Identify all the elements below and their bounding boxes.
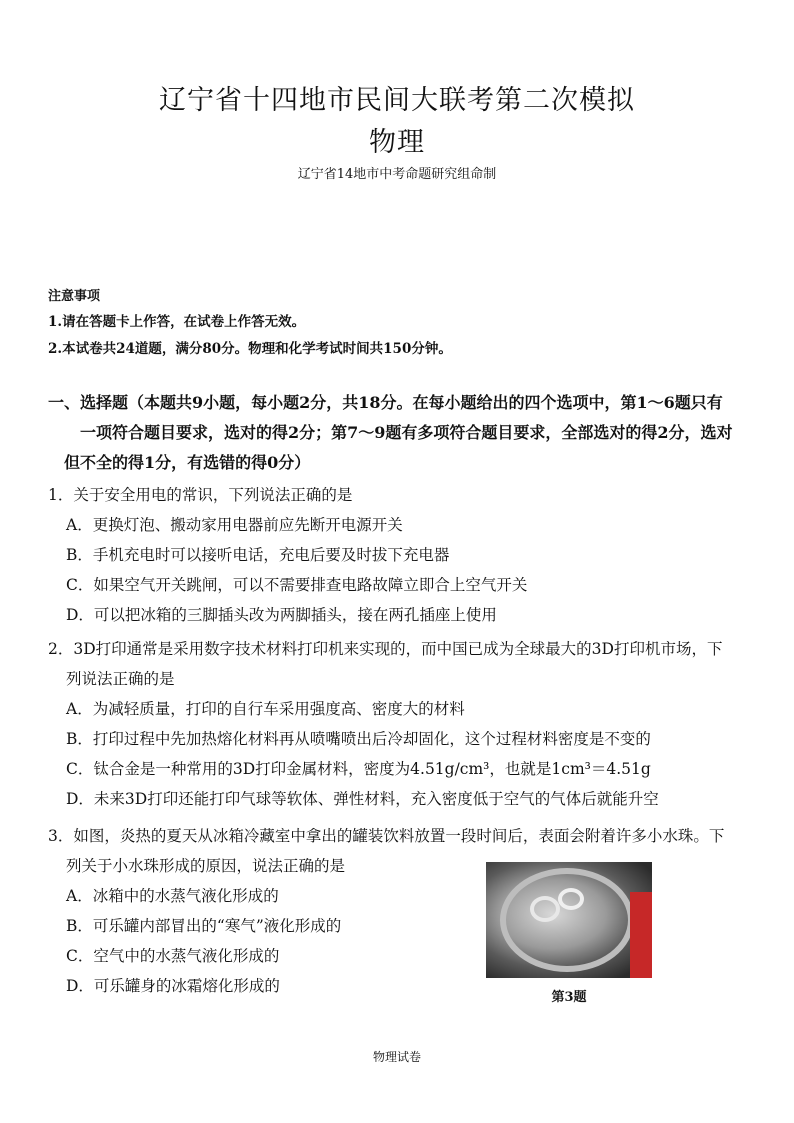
section-line: 一、选择题（本题共9小题，每小题2分，共18分。在每小题给出的四个选项中，第1～6题只有 [48, 393, 723, 412]
question-1 [48, 480, 760, 630]
section-line: 但不全的得1分，有选错的得0分） [64, 453, 311, 472]
pull-tab-ring [530, 896, 560, 922]
option-a: A．为减轻质量，打印的自行车采用强度高、密度大的材料 [66, 700, 465, 718]
question-stem: 1．关于安全用电的常识，下列说法正确的是 [48, 486, 353, 504]
option-a: A．更换灯泡、搬动家用电器前应先断开电源开关 [66, 516, 403, 534]
exam-subject: 物理 [369, 127, 425, 158]
section-heading [48, 388, 760, 478]
option-c: C．空气中的水蒸气液化形成的 [66, 947, 280, 965]
question-stem-cont: 列说法正确的是 [66, 670, 175, 688]
can-photo [486, 862, 652, 978]
option-b: B．手机充电时可以接听电话，充电后要及时拔下充电器 [66, 546, 450, 564]
can-rim [500, 868, 634, 972]
option-c: C．如果空气开关跳闸，可以不需要排查电路故障立即合上空气开关 [66, 576, 528, 594]
option-b: B．打印过程中先加热熔化材料再从喷嘴喷出后冷却固化，这个过程材料密度是不变的 [66, 730, 651, 748]
page-footer: 物理试卷 [372, 1050, 421, 1064]
question-2 [48, 634, 760, 814]
section-line: 一项符合题目要求，选对的得2分；第7～9题有多项符合题目要求，全部选对的得2分，选对 [80, 423, 733, 442]
question-stem: 3．如图，炎热的夏天从冰箱冷藏室中拿出的罐装饮料放置一段时间后，表面会附着许多小水珠。下 [48, 827, 725, 845]
question-stem: 2．3D打印通常是采用数字技术材料打印机来实现的，而中国已成为全球最大的3D打印机市场，下 [48, 640, 723, 658]
question-stem-cont: 列关于小水珠形成的原因，说法正确的是 [66, 857, 346, 875]
notice-heading: 注意事项 [48, 289, 101, 304]
option-d: D．未来3D打印还能打印气球等软体、弹性材料，充入密度低于空气的气体后就能升空 [66, 790, 659, 808]
notice-item: 1.请在答题卡上作答，在试卷上作答无效。 [48, 314, 306, 330]
figure-caption: 第3题 [551, 990, 587, 1005]
option-d: D．可乐罐身的冰霜熔化形成的 [66, 977, 280, 995]
exam-title: 辽宁省十四地市民间大联考第二次模拟 [159, 85, 635, 116]
can-body [630, 892, 652, 978]
notice-block [48, 285, 748, 364]
exam-author: 辽宁省14地市中考命题研究组命制 [297, 167, 497, 182]
option-c: C．钛合金是一种常用的3D打印金属材料，密度为4.51g/cm³，也就是1cm³＝4.51g [66, 760, 651, 778]
option-d: D．可以把冰箱的三脚插头改为两脚插头，接在两孔插座上使用 [66, 606, 497, 624]
question-3 [48, 821, 760, 1001]
pull-tab-ring [558, 888, 584, 910]
notice-item: 2.本试卷共24道题，满分80分。物理和化学考试时间共150分钟。 [48, 341, 452, 357]
option-b: B．可乐罐内部冒出的“寒气”液化形成的 [66, 917, 342, 935]
option-a: A．冰箱中的水蒸气液化形成的 [66, 887, 279, 905]
